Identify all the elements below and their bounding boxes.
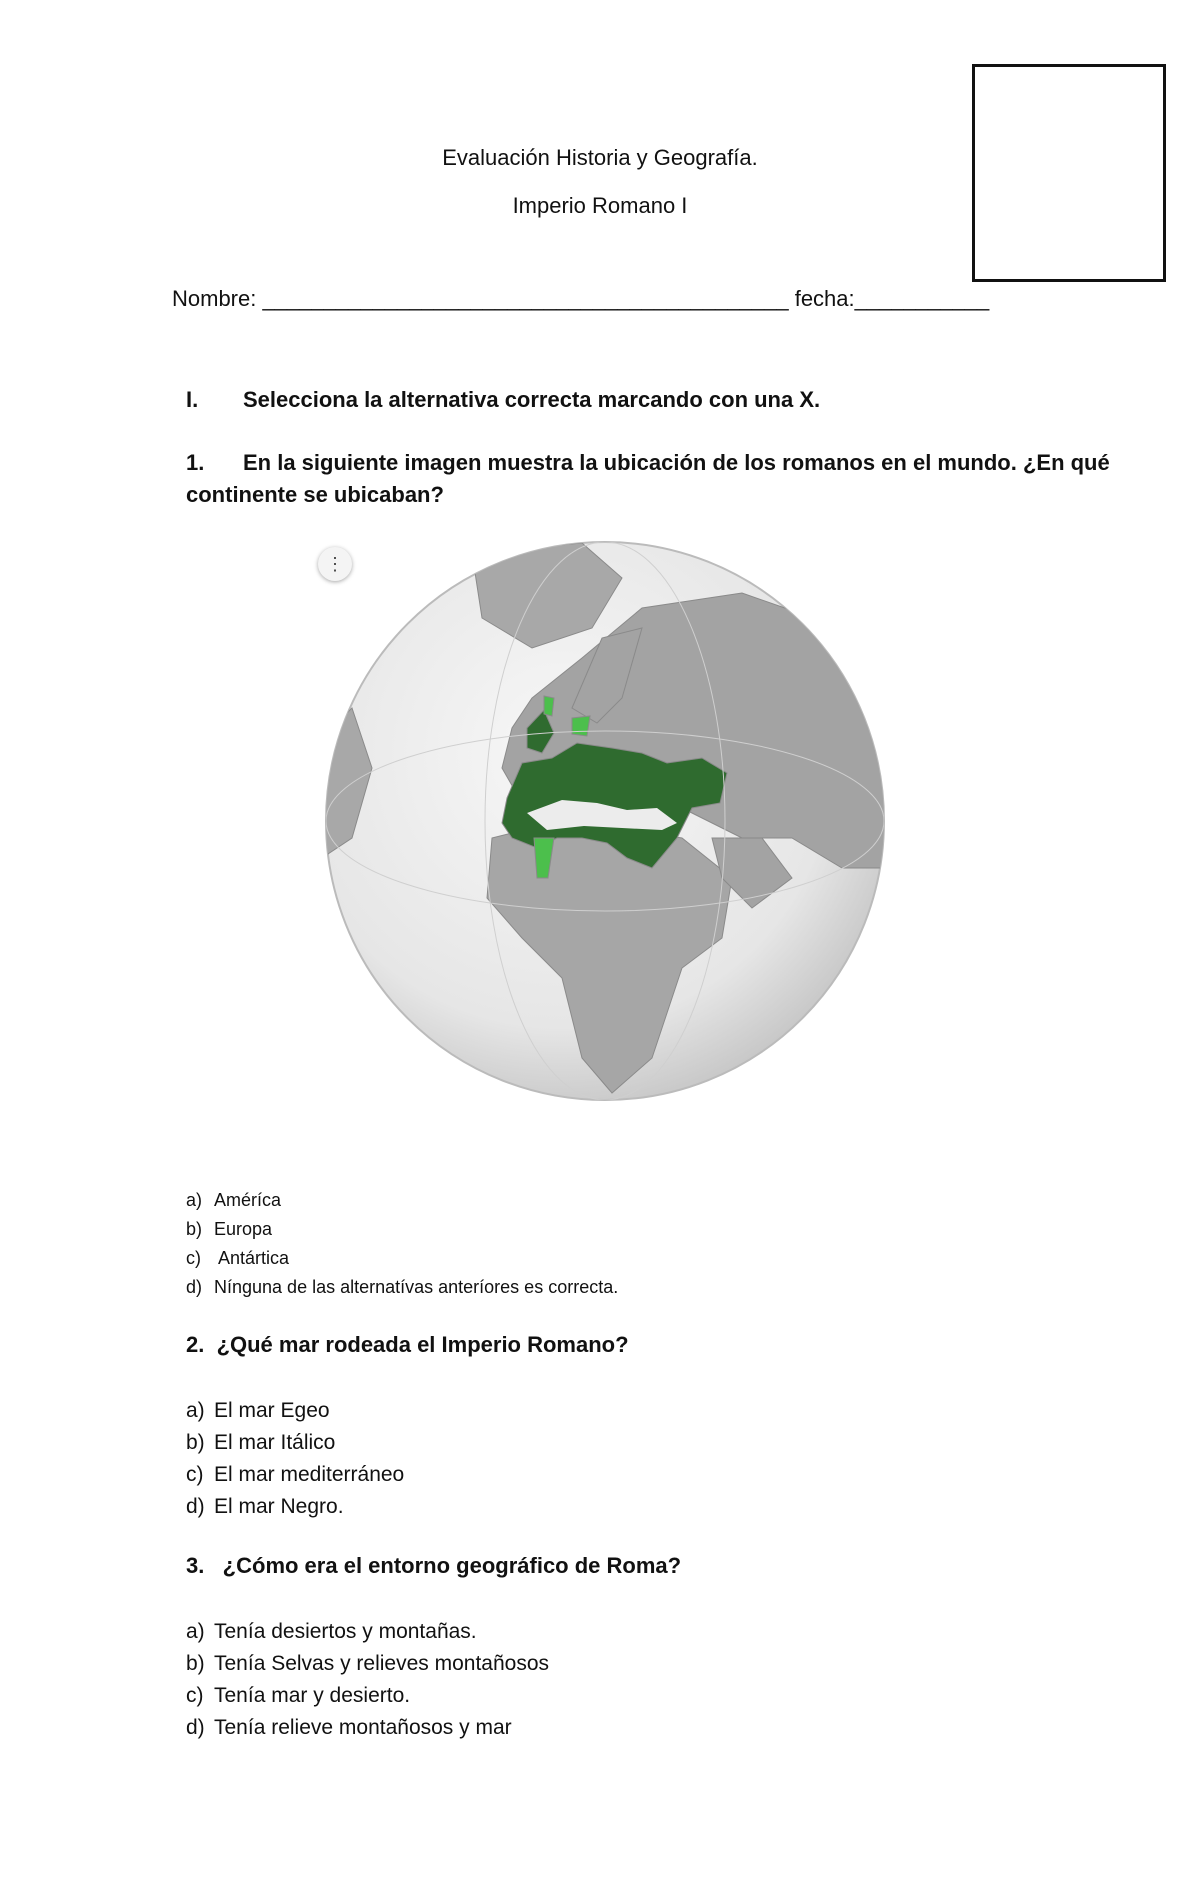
client-state-germania [572, 716, 590, 736]
section-instruction: Selecciona la alternativa correcta marcando con una X. [243, 387, 821, 412]
q2-options [186, 1395, 404, 1523]
q1-options [186, 1186, 618, 1302]
q3-option-d[interactable]: d) Tenía relieve montañosos y mar [186, 1716, 512, 1739]
roman-empire-globe-map [322, 538, 888, 1104]
q1-text-line1: En la siguiente imagen muestra la ubicación de los romanos en el mundo. ¿En qué [243, 450, 1110, 475]
more-vertical-icon[interactable]: ⋮ [318, 547, 352, 581]
page-subtitle: Imperio Romano I [512, 193, 688, 218]
q1-option-c[interactable]: c) Antártica [186, 1248, 290, 1268]
q1-text-line2: continente se ubicaban? [186, 482, 444, 507]
q3-option-c[interactable]: c) Tenía mar y desierto. [186, 1684, 411, 1707]
q1-option-a[interactable]: a) Améríca [186, 1190, 282, 1210]
score-box [972, 64, 1166, 282]
q2-option-d[interactable]: d) El mar Negro. [186, 1495, 344, 1518]
q1-number: 1. [186, 450, 205, 475]
q3-text: 3. ¿Cómo era el entorno geográfico de Roma? [186, 1553, 682, 1578]
q2-option-a[interactable]: a) El mar Egeo [186, 1399, 330, 1422]
section-numeral: I. [186, 387, 199, 412]
q1-option-b[interactable]: b) Europa [186, 1219, 273, 1239]
q2-text: 2. ¿Qué mar rodeada el Imperio Romano? [186, 1332, 629, 1357]
name-date-line: Nombre: ___________________________________________ fecha:___________ [172, 286, 990, 311]
q3-options [186, 1616, 549, 1744]
q3-option-b[interactable]: b) Tenía Selvas y relieves montañosos [186, 1652, 550, 1675]
client-state-north [544, 696, 554, 716]
page-title: Evaluación Historia y Geografía. [442, 145, 758, 170]
q2-option-b[interactable]: b) El mar Itálico [186, 1431, 336, 1454]
q3-option-a[interactable]: a) Tenía desiertos y montañas. [186, 1620, 477, 1643]
q2-option-c[interactable]: c) El mar mediterráneo [186, 1463, 405, 1486]
q1-option-d[interactable]: d) Nínguna de las alternatívas anteríores es correcta. [186, 1277, 619, 1297]
